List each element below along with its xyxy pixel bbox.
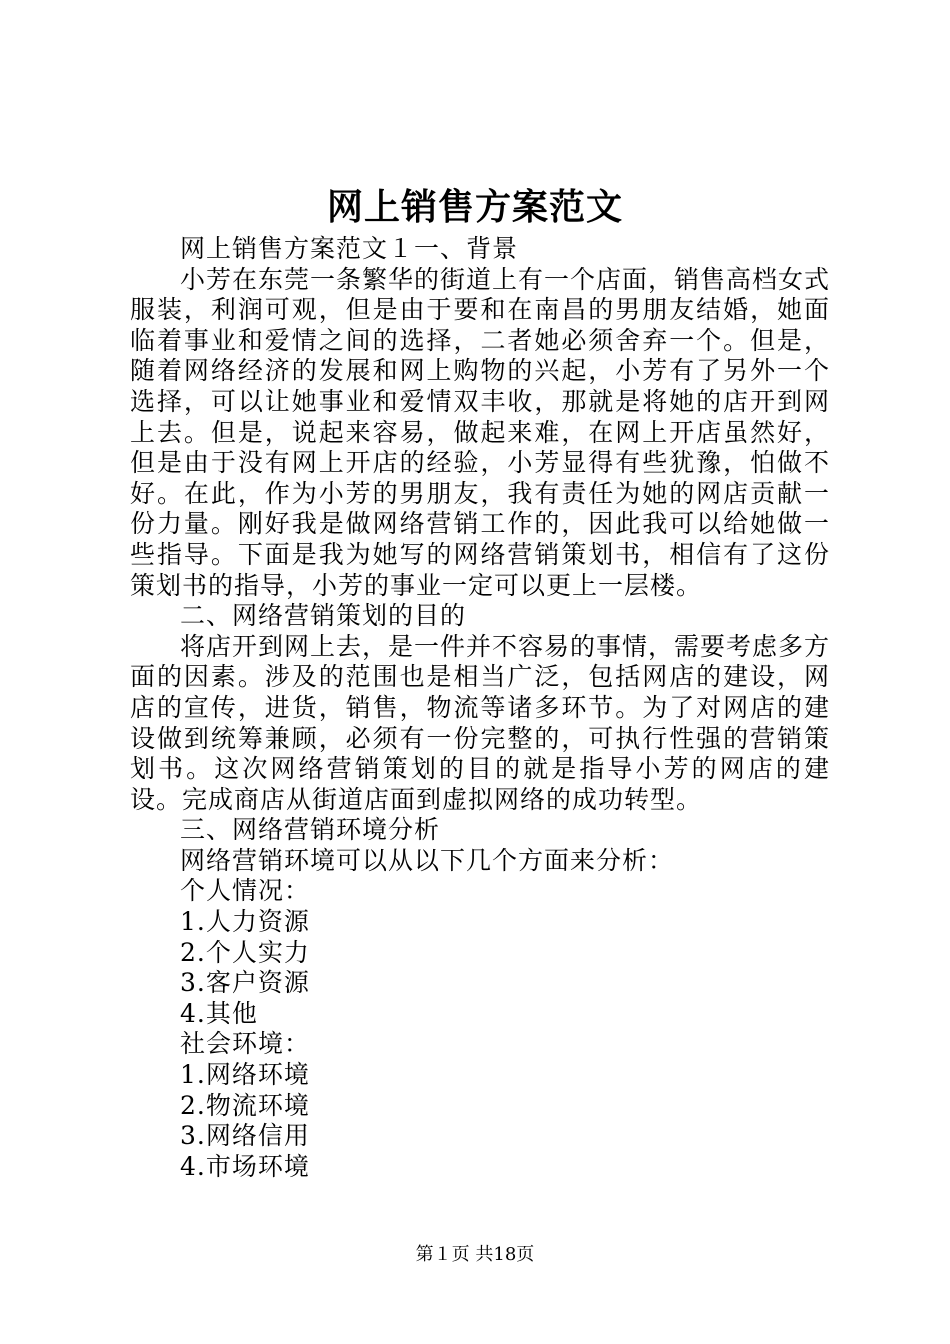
document-body [130,234,830,1182]
list-item: 1.人力资源 [180,907,310,937]
list-item: 2.物流环境 [180,1090,310,1120]
section-heading-environment: 三、网络营销环境分析 [180,815,441,845]
section-heading-purpose: 二、网络营销策划的目的 [180,601,467,631]
page-title: 网上销售方案范文 [326,186,623,228]
list-item: 3.客户资源 [180,968,310,998]
analysis-intro: 网络营销环境可以从以下几个方面来分析： [180,845,675,875]
page-footer: 第１页 共18页 [415,1244,535,1265]
paragraph-purpose: 将店开到网上去，是一件并不容易的事情，需要考虑多方面的因素。涉及的范围也是相当广泛，包括网店的建设，网店的宣传，进货，销售，物流等诸多环节。为了对网店的建设做到统筹兼顾，必须有一份完整的，可执行性强的营销策划书。这次网络营销策划的目的就是指导小芳的网店的建设。完成商店从街道店面到虚拟网络的成功转型。 [130,631,831,814]
list-item: 2.个人实力 [180,937,310,967]
social-label: 社会环境： [180,1029,311,1059]
section-heading-background: 网上销售方案范文１一、背景 [180,234,519,263]
list-item: 4.其他 [180,998,258,1028]
paragraph-background: 小芳在东莞一条繁华的街道上有一个店面，销售高档女式服装，利润可观，但是由于要和在南昌的男朋友结婚，她面临着事业和爱情之间的选择，二者她必须舍弃一个。但是，随着网络经济的发展和网上购物的兴起，小芳有了另外一个选择，可以让她事业和爱情双丰收，那就是将她的店开到网上去。但是，说起来容易，做起来难，在网上开店虽然好，但是由于没有网上开店的经验，小芳显得有些犹豫，怕做不好。在此，作为小芳的男朋友，我有责任为她的网店贡献一份力量。刚好我是做网络营销工作的，因此我可以给她做一些指导。下面是我为她写的网络营销策划书，相信有了这份策划书的指导，小芳的事业一定可以更上一层楼。 [130,264,831,600]
list-item: 3.网络信用 [180,1121,310,1151]
list-item: 4.市场环境 [180,1151,310,1181]
personal-label: 个人情况： [180,876,311,906]
list-item: 1.网络环境 [180,1060,310,1090]
